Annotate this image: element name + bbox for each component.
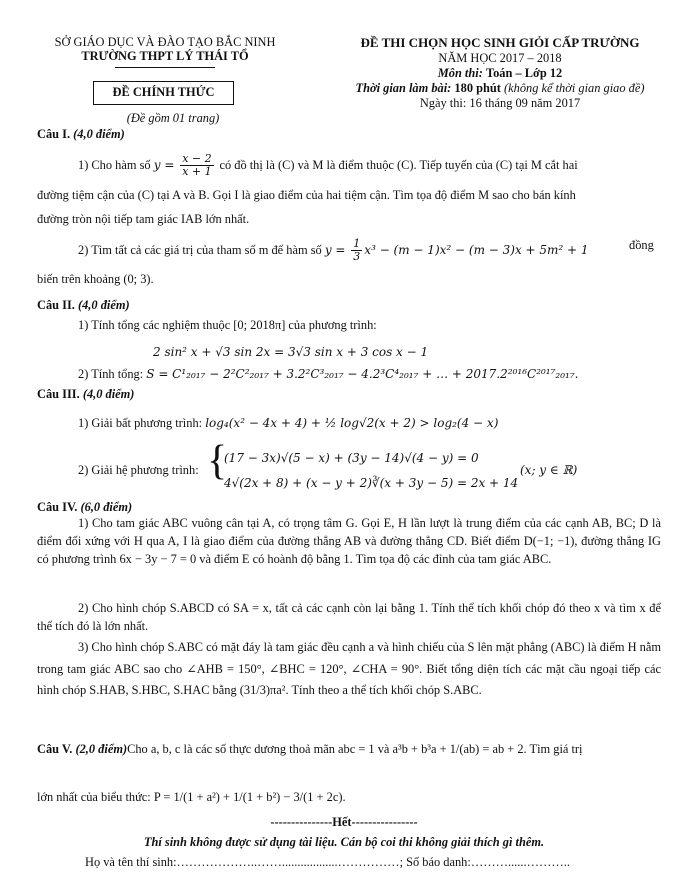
exam-date: Ngày thi: 16 tháng 09 năm 2017 [419,96,581,110]
q3-system-eq1: (17 − 3x)√(5 − x) + (3y − 14)√(4 − y) = 0 [224,451,479,465]
q1-p1-rest: có đồ thị là (C) và M là điểm thuộc (C). Tiếp tuyến của (C) tại M cắt hai [219,158,578,173]
candidate-info-line: Họ và tên thí sinh:………………..……..................……………; Số báo danh:………......……….. [85,855,570,869]
pages-note: (Đề gồm 01 trang) [126,111,220,125]
official-label: ĐỀ CHÍNH THỨC [112,85,215,99]
q4-heading [37,500,132,515]
q5-points: (2,0 điểm) [75,742,128,756]
q4-title: Câu IV. [37,500,78,514]
q1-part1-line2: đường tiệm cận của (C) tại A và B. Gọi I là giao điểm của hai tiệm cận. Tìm tọa độ điểm M sao cho bán kính [37,188,576,202]
q3-points: (4,0 điểm) [82,387,135,401]
q4-points: (6,0 điểm) [80,500,133,514]
q2-part1: 1) Tính tổng các nghiệm thuộc [0; 2018π] của phương trình: [78,318,377,332]
exam-title: ĐỀ THI CHỌN HỌC SINH GIỎI CẤP TRƯỜNG [360,35,640,50]
q1-points: (4,0 điểm) [73,127,125,141]
q3-title: Câu III. [37,387,80,401]
q4-part3: 3) Cho hình chóp S.ABC có mặt đáy là tam giác đều cạnh a và hình chiếu của S lên mặt phẳng (ABC) là điểm H nằm trong tam giác ABC sao cho ∠AHB = 150°, ∠BHC = 120°, ∠CHA = 90°. Biết tổng diện tích các mặt cầu ngoại tiếp các hình chóp S.HAB, S.HBC, S.HAC bằng (31/3)πa². Tính theo a thể tích khối chóp S.ABC. [37,640,661,698]
q1-p2-lead: 2) Tìm tất cả các giá trị của tham số m để hàm số [78,243,322,258]
time-line [330,81,670,96]
q3-heading [37,387,134,402]
q2-heading [37,298,130,313]
q1-heading [37,127,125,142]
q3-part1 [78,416,498,431]
department-name: SỞ GIÁO DỤC VÀ ĐÀO TẠO BẮC NINH [54,35,276,49]
q2-sum-expression: S = C¹₂₀₁₇ − 2²C²₂₀₁₇ + 3.2²C³₂₀₁₇ − 4.2³C⁴₂₀₁₇ + … + 2017.2²⁰¹⁶C²⁰¹⁷₂₀₁₇. [146,367,579,381]
exam-note: Thí sinh không được sử dụng tài liệu. Cán bộ coi thi không giải thích gì thêm. [143,835,545,849]
subject-value: Toán – Lớp 12 [485,66,563,80]
q3-domain: (x; y ∈ ℝ) [520,463,578,477]
q1-part1-line1 [78,153,578,178]
q1-title: Câu I. [37,127,71,141]
q5-line2: lớn nhất của biểu thức: P = 1/(1 + a²) + 1/(1 + b²) − 3/(1 + 2c). [37,790,346,804]
q4-part2: 2) Cho hình chóp S.ABCD có SA = x, tất cả các cạnh còn lại bằng 1. Tính thể tích khối chóp đó theo x và tìm x để thể tích đó là lớn nhất. [37,601,661,633]
fraction: $\frac{x - 2}{x + 1}$ [182,152,212,179]
q5-line1 [37,742,583,757]
q3-p2-label: 2) Giải hệ phương trình: [78,463,199,477]
q5-title: Câu V. [37,742,73,756]
q2-p2-label: 2) Tính tổng: [78,367,144,381]
system-brace: { [207,438,228,484]
q2-points: (4,0 điểm) [77,298,130,312]
q3-system-eq2: 4√(2x + 8) + (x − y + 2)∛(x + 3y − 5) = 2x + 14 [224,476,519,490]
school-year: NĂM HỌC 2017 – 2018 [438,51,562,65]
subject-line [330,66,670,81]
q3-inequality: log₄(x² − 4x + 4) + ½ log√2(x + 2) > log₂(4 − x) [205,416,499,430]
q1-part1-line3: đường tròn nội tiếp tam giác IAB lớn nhất. [37,212,250,226]
time-label: Thời gian làm bài: [355,81,452,95]
q1-p1-lead: 1) Cho hàm số [78,158,151,173]
q1-part2-line1 [78,238,589,263]
q1-part2-line2: biến trên khoảng (0; 3). [37,272,154,286]
header-divider [115,67,215,68]
q2-part2 [78,367,579,382]
q2-title: Câu II. [37,298,75,312]
time-note: (không kể thời gian giao đề) [504,81,645,95]
subject-label: Môn thi: [437,66,483,80]
q4-part1: 1) Cho tam giác ABC vuông cân tại A, có trọng tâm G. Gọi E, H lần lượt là trung điểm của các cạnh AB, BC; D là điểm đối xứng với H qua A, I là giao điểm của đường thẳng AB và đường thẳng CD. Biết điểm D(−1; −1), đường thẳng IG có phương trình 6x − 3y − 7 = 0 và điểm E có hoành độ bằng 1. Tìm tọa độ các đỉnh của tam giác ABC. [37,516,661,566]
q1-p2-tail: đồng [629,238,654,252]
end-mark: ---------------Hết---------------- [270,815,418,829]
school-name: TRƯỜNG THPT LÝ THÁI TỔ [81,49,249,63]
q3-p1-label: 1) Giải bất phương trình: [78,416,203,430]
q5-condition: Cho a, b, c là các số thực dương thoả mãn abc = 1 và a³b + b³a + 1/(ab) = ab + 2. Tìm giá trị [127,742,583,756]
function-formula: y = $\frac{x - 2}{x + 1}$ [153,152,212,179]
cubic-formula: y = $\frac{1}{3}$ x³ − (m − 1)x² − (m − 3)x + 5m² + 1 [324,237,589,264]
q2-equation: 2 sin² x + √3 sin 2x = 3√3 sin x + 3 cos x − 1 [153,345,429,359]
time-value: 180 phút [454,81,501,95]
